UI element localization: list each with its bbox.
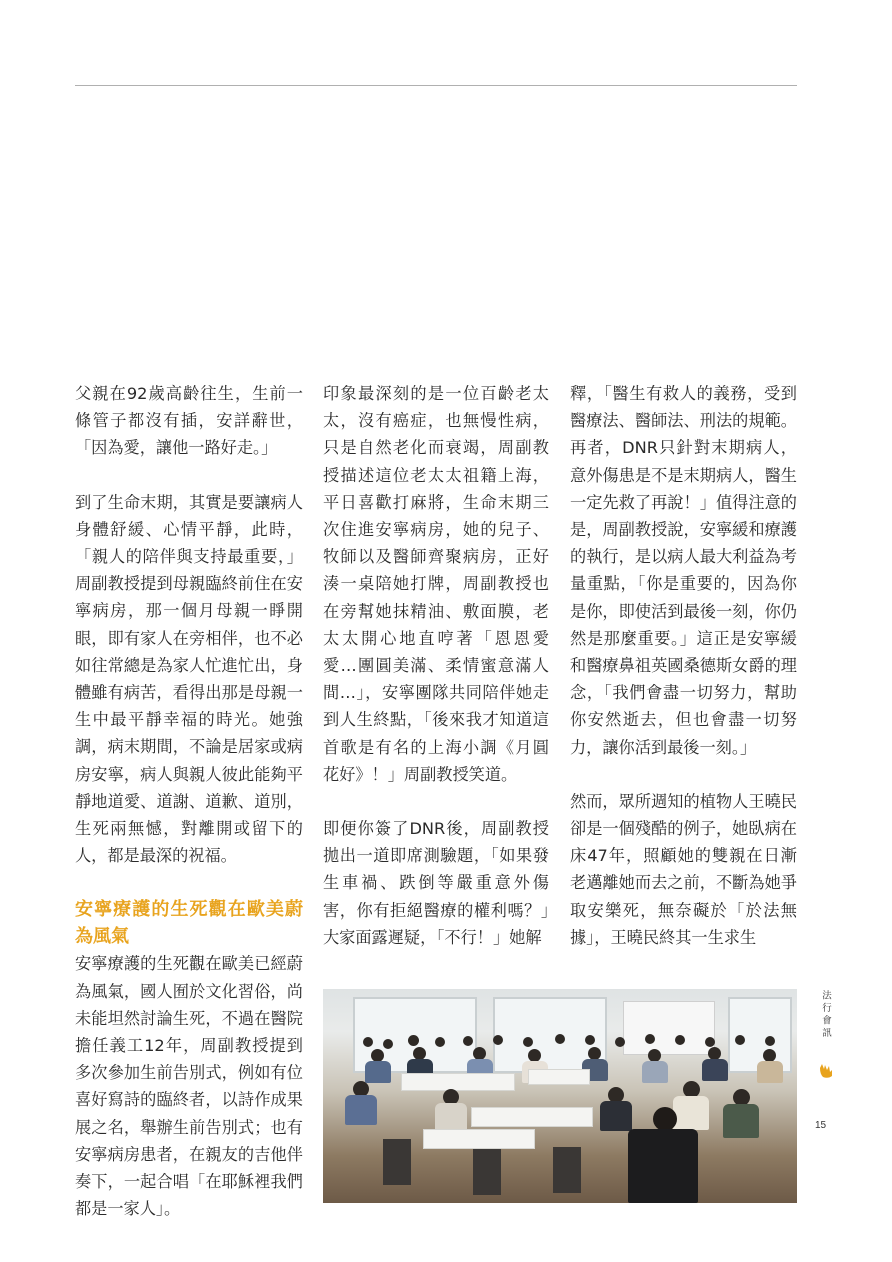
photo-board xyxy=(623,1001,715,1055)
article-column-3 xyxy=(570,380,797,951)
header-rule xyxy=(75,85,797,86)
paragraph: 然而，眾所週知的植物人王曉民卻是一個殘酷的例子，她臥病在床47年，照顧她的雙親在日漸老邁離她而去之前，不斷為她爭取安樂死，無奈礙於「於法無據」，王曉民終其一生求生 xyxy=(570,791,797,947)
paragraph: 釋，「醫生有救人的義務，受到醫療法、醫師法、刑法的規範。再者，DNR只針對末期病人，意外傷患是不是末期病人，醫生一定先救了再說！」值得注意的是，周副教授說，安寧緩和療護的執行，是以病人最大利益為考量重點，「你是重要的，因為你是你，即使活到最後一刻，你仍然是那麼重要。」這正是安寧緩和醫療鼻祖英國桑德斯女爵的理念，「我們會盡一切努力，幫助你安然逝去，但也會盡一切努力，讓你活到最後一刻。」 xyxy=(570,384,797,757)
article-column-1 xyxy=(75,380,303,1222)
paragraph: 安寧療護的生死觀在歐美已經蔚為風氣，國人囿於文化習俗，尚未能坦然討論生死，不過在醫院擔任義工12年，周副教授提到多次參加生前告別式，例如有位喜好寫詩的臨終者，以詩作成果展之名，舉辦生前告別式；也有安寧病房患者，在親友的吉他伴奏下，一起合唱「在耶穌裡我們都是一家人」。 xyxy=(75,954,303,1219)
paragraph: 即便你簽了DNR後，周副教授拋出一道即席測驗題，「如果發生車禍、跌倒等嚴重意外傷害，你有拒絕醫療的權利嗎？」大家面露遲疑，「不行！」她解 xyxy=(323,819,549,947)
photo-table xyxy=(471,1107,593,1127)
page-number: 15 xyxy=(815,1120,827,1131)
paragraph: 到了生命末期，其實是要讓病人身體舒緩、心情平靜，此時，「親人的陪伴與支持最重要，」周副教授提到母親臨終前住在安寧病房，那一個月母親一睜開眼，即有家人在旁相伴，也不必如往常總是為家人忙進忙出，身體雖有病苦，看得出那是母親一生中最平靜幸福的時光。她強調，病末期間，不論是居家或病房安寧，病人與親人彼此能夠平靜地道愛、道謝、道歉、道別，生死兩無憾，對離開或留下的人，都是最深的祝福。 xyxy=(75,492,303,866)
article-column-2 xyxy=(323,380,549,951)
paragraph: 印象最深刻的是一位百齡老太太，沒有癌症，也無慢性病，只是自然老化而衰竭，周副教授描述這位老太太祖籍上海，平日喜歡打麻將，生命末期三次住進安寧病房，她的兒子、牧師以及醫師齊聚病房，正好湊一桌陪她打牌，周副教授也在旁幫她抹精油、敷面膜，老太太開心地直哼著「恩恩愛愛…團圓美滿、柔情蜜意滿人間…」，安寧團隊共同陪伴她走到人生終點，「後來我才知道這首歌是有名的上海小調《月圓花好》！」周副教授笑道。 xyxy=(323,384,549,784)
section-heading: 安寧療護的生死觀在歐美蔚為風氣 xyxy=(75,899,303,948)
seminar-photo xyxy=(323,989,797,1203)
magazine-title: 法行會訊 xyxy=(820,990,831,1040)
photo-table xyxy=(401,1073,515,1091)
hands-logo-icon xyxy=(818,1062,834,1080)
paragraph: 父親在92歲高齡往生，生前一條管子都沒有插，安詳辭世，「因為愛，讓他一路好走。」 xyxy=(75,384,303,458)
photo-table xyxy=(528,1069,590,1085)
